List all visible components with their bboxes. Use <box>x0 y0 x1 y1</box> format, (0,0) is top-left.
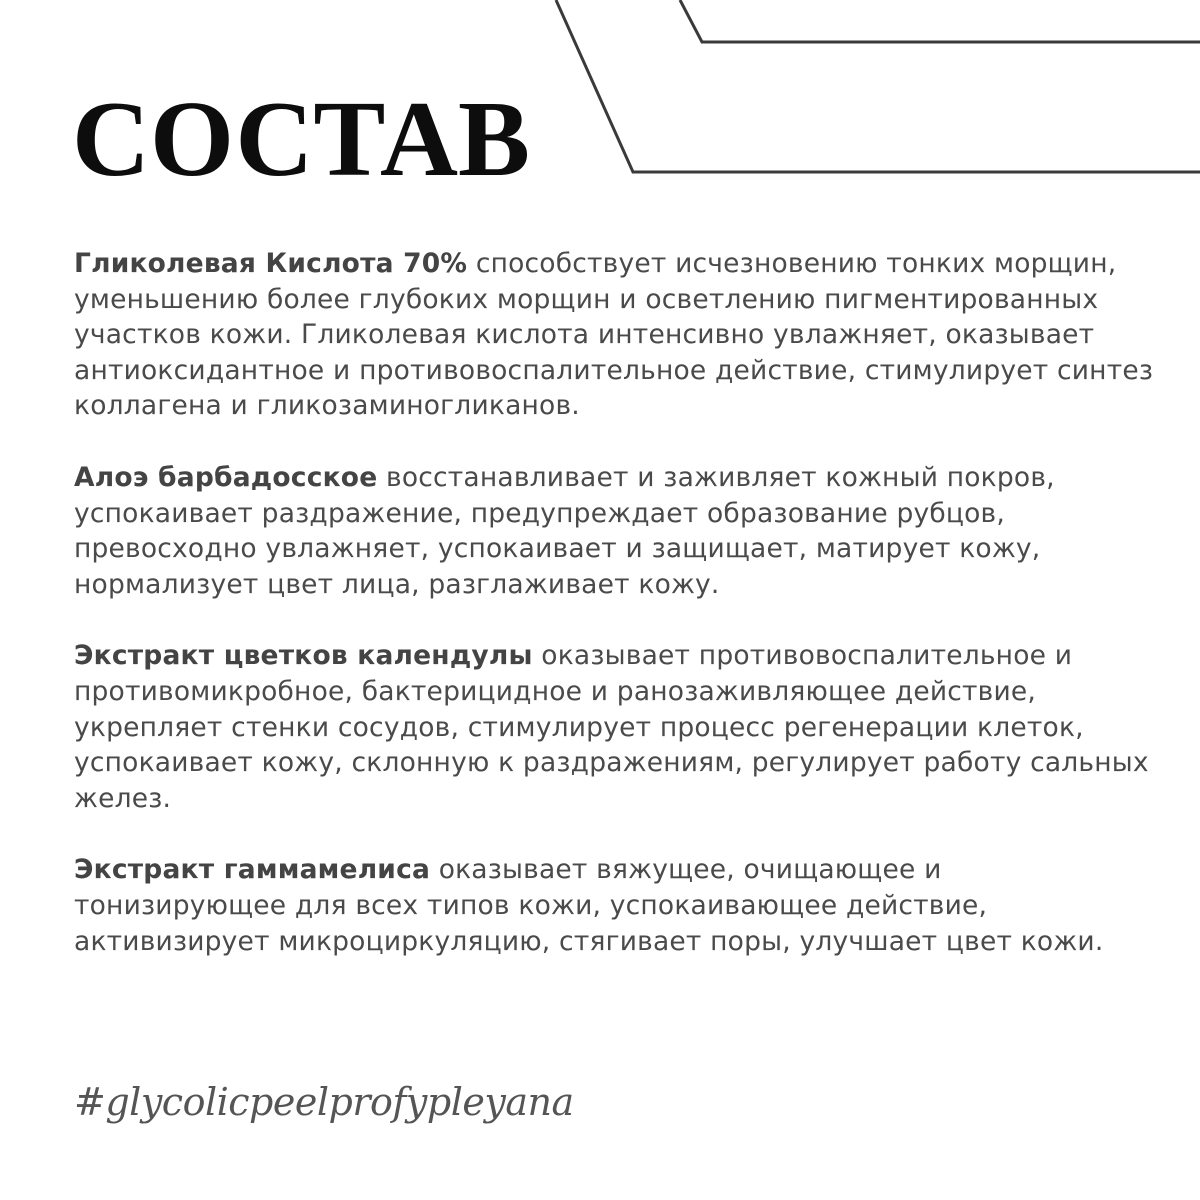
ingredient-name: Экстракт цветков календулы <box>74 640 533 672</box>
ingredients-list <box>74 246 1154 995</box>
ingredient-name: Алоэ барбадосское <box>74 461 378 493</box>
hashtag-signature: #glycolicpeelprofypleyana <box>74 1080 574 1124</box>
ingredient-paragraph <box>74 246 1154 424</box>
ingredient-name: Экстракт гаммамелиса <box>74 854 431 886</box>
ingredient-description: способствует исчезновению тонких морщин, уменьшению более глубоких морщин и осветлению пигментированных участков кожи. Гликолевая кислота интенсивно увлажняет, оказывает антиоксидантное и противовоспалительное действие, стимулирует синтез коллагена и гликозаминогликанов. <box>74 248 1154 422</box>
ingredient-name: Гликолевая Кислота 70% <box>74 248 468 279</box>
ingredient-paragraph <box>74 638 1154 816</box>
ingredient-description: восстанавливает и заживляет кожный покров, успокаивает раздражение, предупреждает образование рубцов, превосходно увлажняет, успокаивает и защищает, матирует кожу, нормализует цвет лица, разглаживает кожу. <box>74 461 1055 600</box>
ingredient-paragraph <box>74 852 1154 959</box>
ingredient-paragraph <box>74 460 1154 602</box>
page-title: СОСТАВ <box>72 80 530 199</box>
ingredient-description: оказывает противовоспалительное и противомикробное, бактерицидное и ранозаживляющее действие, укрепляет стенки сосудов, стимулирует процесс регенерации клеток, успокаивает кожу, склонную к раздражениям, регулирует работу сальных желез. <box>74 640 1149 814</box>
ingredient-description: оказывает вяжущее, очищающее и тонизирующее для всех типов кожи, успокаивающее действие, активизирует микроциркуляцию, стягивает поры, улучшает цвет кожи. <box>74 854 1104 957</box>
